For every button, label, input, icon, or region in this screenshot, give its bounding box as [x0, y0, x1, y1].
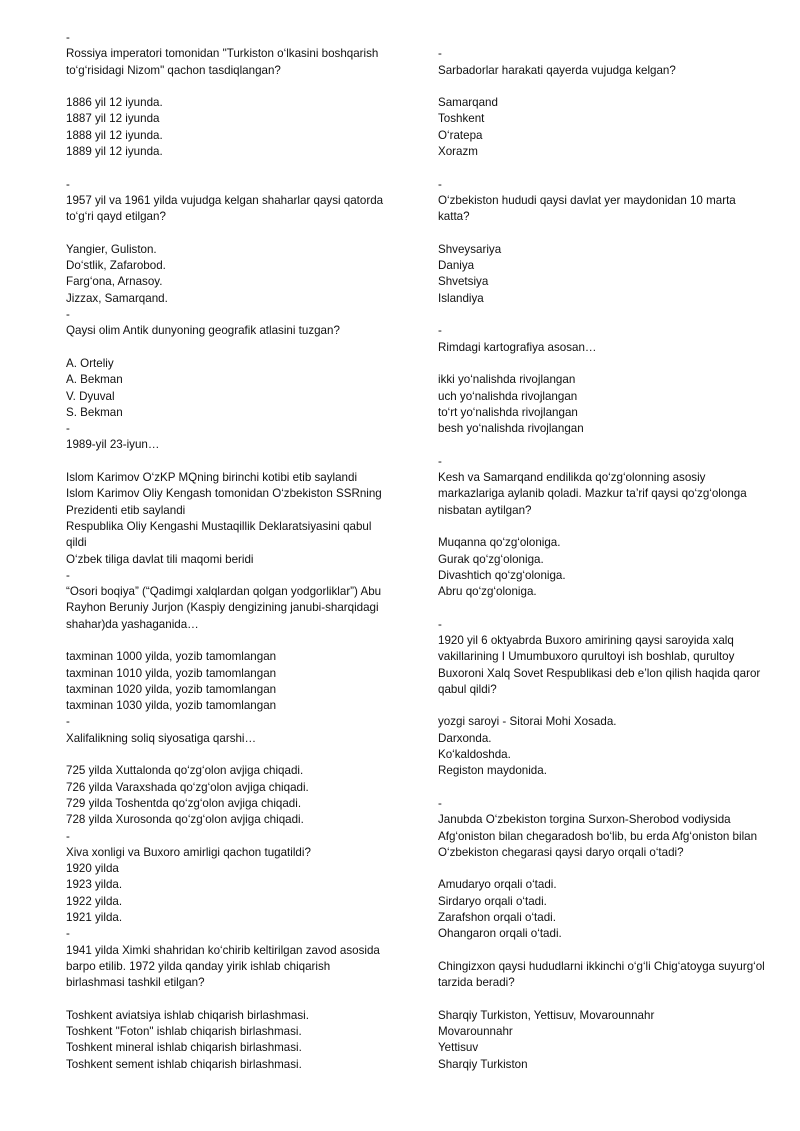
answer-option: taxminan 1000 yilda, yozib tamomlangan: [66, 650, 277, 664]
question-separator: -: [66, 308, 70, 322]
answer-option: Registon maydonida.: [438, 764, 547, 778]
answer-option: Jizzax, Samarqand.: [66, 291, 168, 305]
question-block: [66, 307, 388, 421]
answer-option: Farg‘ona, Arnasoy.: [66, 275, 163, 289]
answer-option: Zarafshon orqali o‘tadi.: [438, 911, 556, 925]
answer-option: Islandiya: [438, 291, 484, 305]
question-separator: -: [438, 796, 442, 810]
answer-option: 1921 yilda.: [66, 911, 123, 925]
answer-option: Toshkent mineral ishlab chiqarish birlashmasi.: [66, 1041, 302, 1055]
question-block: [66, 421, 388, 568]
question-block: [438, 323, 768, 453]
answer-option: taxminan 1030 yilda, yozib tamomlangan: [66, 699, 277, 713]
blank-line: [438, 861, 768, 877]
answer-option: A. Orteliy: [66, 356, 114, 370]
answer-option: taxminan 1010 yilda, yozib tamomlangan: [66, 666, 277, 680]
answer-option: O‘zbek tiliga davlat tili maqomi beridi: [66, 552, 254, 566]
answer-option: 1923 yilda.: [66, 878, 123, 892]
question-separator: -: [66, 177, 70, 191]
question-block: [66, 714, 388, 828]
answer-option: Toshkent aviatsiya ishlab chiqarish birlashmasi.: [66, 1008, 309, 1022]
blank-line: [66, 454, 388, 470]
question-separator: -: [66, 422, 70, 436]
answer-option: Do‘stlik, Zafarobod.: [66, 259, 166, 273]
question-separator: -: [438, 47, 442, 61]
question-separator: -: [66, 927, 70, 941]
answer-option: Shveysariya: [438, 242, 502, 256]
answer-option: Toshkent: [438, 112, 485, 126]
blank-line: [66, 79, 388, 95]
answer-option: Daniya: [438, 259, 475, 273]
blank-line: [66, 340, 388, 356]
blank-line: [438, 307, 768, 323]
answer-option: Shvetsiya: [438, 275, 489, 289]
blank-line: [438, 992, 768, 1008]
question-separator: -: [438, 324, 442, 338]
question-block: [438, 177, 768, 324]
answer-option: Islom Karimov O‘zKP MQning birinchi kotibi etib saylandi: [66, 471, 358, 485]
question-text: 1957 yil va 1961 yilda vujudga kelgan shaharlar qaysi qatorda to‘g‘ri qayd etilgan?: [66, 193, 384, 224]
question-text: Xiva xonligi va Buxoro amirligi qachon tugatildi?: [66, 845, 311, 859]
blank-line: [66, 992, 388, 1008]
answer-option: A. Bekman: [66, 373, 123, 387]
answer-option: 728 yilda Xurosonda qo‘zg‘olon avjiga chiqadi.: [66, 813, 304, 827]
blank-line: [438, 79, 768, 95]
question-block: [438, 617, 768, 796]
answer-option: 1888 yil 12 iyunda.: [66, 128, 163, 142]
answer-option: 1889 yil 12 iyunda.: [66, 145, 163, 159]
answer-option: 1886 yil 12 iyunda.: [66, 96, 163, 110]
question-text: O‘zbekiston hududi qaysi davlat yer maydonidan 10 marta katta?: [438, 193, 736, 224]
question-text: 1920 yil 6 oktyabrda Buxoro amirining qaysi saroyida xalq vakillarining I Umumbuxoro qurultoyi ish boshlab, qurultoy Buxoroni Xalq Sovet Respublikasi deb e’lon qilish haqida qaror qabul qildi?: [438, 633, 761, 696]
question-separator: -: [438, 177, 442, 191]
question-separator: -: [66, 31, 70, 44]
answer-option: 1922 yilda.: [66, 894, 123, 908]
question-separator: -: [438, 454, 442, 468]
answer-option: yozgi saroyi - Sitorai Mohi Xosada.: [438, 715, 617, 729]
answer-option: ikki yo‘nalishda rivojlangan: [438, 373, 576, 387]
answer-option: 726 yilda Varaxshada qo‘zg‘olon avjiga chiqadi.: [66, 780, 309, 794]
question-text: Qaysi olim Antik dunyoning geografik atlasini tuzgan?: [66, 324, 340, 338]
blank-line: [66, 747, 388, 763]
answer-option: O‘ratepa: [438, 128, 483, 142]
answer-option: besh yo‘nalishda rivojlangan: [438, 422, 584, 436]
answer-option: Muqanna qo‘zg‘oloniga.: [438, 536, 561, 550]
question-separator: -: [66, 568, 70, 582]
answer-option: taxminan 1020 yilda, yozib tamomlangan: [66, 682, 277, 696]
question-text: Chingizxon qaysi hududlarni ikkinchi o‘g‘li Chig‘atoyga suyurg‘ol tarzida beradi?: [438, 959, 765, 990]
blank-line: [438, 780, 768, 796]
blank-line: [438, 356, 768, 372]
question-separator: -: [66, 715, 70, 729]
question-text: Rimdagi kartografiya asosan…: [438, 340, 597, 354]
answer-option: Abru qo‘zg‘oloniga.: [438, 585, 537, 599]
answer-option: Yangier, Guliston.: [66, 242, 157, 256]
blank-line: [438, 698, 768, 714]
question-block: [438, 959, 768, 1073]
blank-line: [66, 226, 388, 242]
question-block: [438, 454, 768, 617]
answer-option: to‘rt yo‘nalishda rivojlangan: [438, 405, 578, 419]
blank-line: [438, 437, 768, 453]
blank-line: [66, 633, 388, 649]
answer-option: Ko‘kaldoshda.: [438, 748, 511, 762]
question-block: [438, 30, 768, 177]
answer-option: Gurak qo‘zg‘oloniga.: [438, 552, 544, 566]
blank-line: [66, 160, 388, 176]
right-column: [438, 30, 768, 1073]
answer-option: Toshkent "Foton" ishlab chiqarish birlashmasi.: [66, 1025, 302, 1039]
question-separator: -: [438, 617, 442, 631]
blank-line: [438, 600, 768, 616]
answer-option: Amudaryo orqali o‘tadi.: [438, 878, 557, 892]
answer-option: Yettisuv: [438, 1041, 479, 1055]
answer-option: 1887 yil 12 iyunda: [66, 112, 160, 126]
question-text: Janubda O‘zbekiston torgina Surxon-Sherobod vodiysida Afg‘oniston bilan chegaradosh bo‘lib, bu erda Afg‘oniston bilan O‘zbekiston chegarasi qaysi daryo orqali o‘tadi?: [438, 813, 758, 859]
blank-line: [438, 160, 768, 176]
answer-option: Divashtich qo‘zg‘oloniga.: [438, 568, 566, 582]
answer-option: uch yo‘nalishda rivojlangan: [438, 389, 578, 403]
answer-option: Sirdaryo orqali o‘tadi.: [438, 894, 547, 908]
answer-option: 1920 yilda: [66, 862, 119, 876]
question-block: [438, 796, 768, 959]
answer-option: Samarqand: [438, 96, 498, 110]
answer-option: Movarounnahr: [438, 1025, 513, 1039]
answer-option: Islom Karimov Oliy Kengash tomonidan O‘zbekiston SSRning Prezidenti etib saylandi: [66, 487, 382, 517]
question-block: [66, 177, 388, 307]
blank-line: [438, 943, 768, 959]
question-text: 1989-yil 23-iyun…: [66, 438, 160, 452]
answer-option: Respublika Oliy Kengashi Mustaqillik Deklaratsiyasini qabul qildi: [66, 519, 372, 550]
question-block: [66, 829, 388, 927]
question-text: Sarbadorlar harakati qayerda vujudga kelgan?: [438, 63, 676, 77]
answer-option: Ohangaron orqali o‘tadi.: [438, 927, 562, 941]
question-block: [66, 30, 388, 177]
answer-option: Toshkent sement ishlab chiqarish birlashmasi.: [66, 1057, 302, 1071]
question-block: [66, 568, 388, 715]
left-column: [66, 30, 388, 1073]
answer-option: 729 yilda Toshentda qo‘zg‘olon avjiga chiqadi.: [66, 796, 302, 810]
answer-option: Sharqiy Turkiston, Yettisuv, Movarounnahr: [438, 1008, 655, 1022]
answer-option: V. Dyuval: [66, 389, 115, 403]
blank-line: [438, 226, 768, 242]
answer-option: S. Bekman: [66, 405, 123, 419]
question-text: 1941 yilda Ximki shahridan ko‘chirib keltirilgan zavod asosida barpo etilib. 1972 yilda qanday yirik ishlab chiqarish birlashmasi tashkil etilgan?: [66, 943, 380, 990]
blank-line: [438, 30, 768, 46]
question-text: “Osori boqiya” (“Qadimgi xalqlardan qolgan yodgorliklar”) Abu Rayhon Beruniy Jurjon (Kaspiy dengizining janubi-sharqidagi shahar)da yashaganida…: [66, 585, 382, 631]
answer-option: Sharqiy Turkiston: [438, 1057, 528, 1071]
question-block: [66, 926, 388, 1073]
answer-option: Xorazm: [438, 145, 478, 159]
blank-line: [438, 519, 768, 535]
question-text: Xalifalikning soliq siyosatiga qarshi…: [66, 731, 257, 745]
question-text: Kesh va Samarqand endilikda qo‘zg‘olonning asosiy markazlariga aylanib qoladi. Mazkur ta’rif qaysi qo‘zg‘olonga nisbatan aytilgan?: [438, 471, 747, 517]
answer-option: 725 yilda Xuttalonda qo‘zg‘olon avjiga chiqadi.: [66, 764, 304, 778]
question-separator: -: [66, 829, 70, 843]
question-text: Rossiya imperatori tomonidan "Turkiston o‘lkasini boshqarish to‘g‘risidagi Nizom" qachon tasdiqlangan?: [66, 47, 379, 77]
answer-option: Darxonda.: [438, 731, 492, 745]
